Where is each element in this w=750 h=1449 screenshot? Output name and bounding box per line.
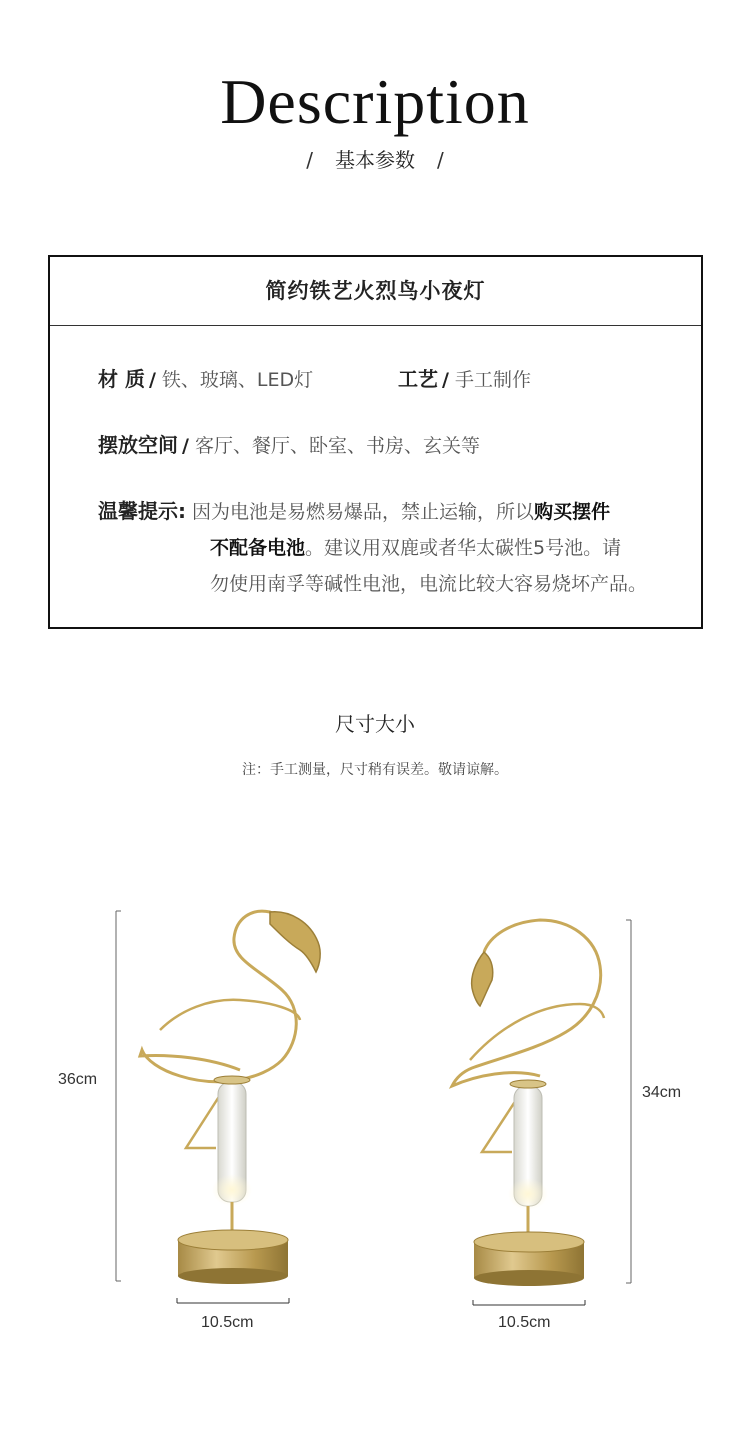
subtitle-slash-right: / [437,148,444,172]
space-row [98,429,480,458]
material-label: 材 质 [98,367,145,391]
tips-line2-bold: 不配备电池 [210,537,306,559]
right-flamingo-head [472,952,493,1006]
space-separator: / [182,435,189,457]
right-flamingo-lamp [452,920,631,1305]
material-separator: / [148,369,156,391]
right-width-label: 10.5cm [498,1314,551,1331]
sizes-title: 尺寸大小 [335,712,415,736]
tips-row-2 [210,533,621,560]
material-value: 铁、玻璃、LED灯 [161,369,314,391]
page-title: Description [220,66,530,137]
tips-row-3 [210,569,647,596]
craft-separator: / [442,369,449,391]
right-height-label: 34cm [642,1084,682,1101]
left-height-label: 36cm [58,1071,98,1088]
tips-label: 温馨提示: [98,499,186,523]
tips-line3: 勿使用南孚等碱性电池，电流比较大容易烧坏产品。 [210,573,648,595]
craft-row [398,363,531,392]
left-flamingo-head [270,912,320,972]
left-width-label: 10.5cm [201,1314,254,1331]
tips-line2-normal: 。建议用双鹿或者华太碳性5号池。请 [305,537,622,559]
tips-line1-bold: 购买摆件 [534,501,611,523]
craft-label: 工艺 [398,367,438,391]
craft-value: 手工制作 [454,369,531,391]
spec-box [48,255,703,629]
space-value: 客厅、餐厅、卧室、书房、玄关等 [194,435,480,457]
tips-row-1 [98,495,610,524]
material-row [98,363,313,392]
left-flamingo-lamp [116,911,320,1303]
left-flamingo-outline [140,911,305,1082]
page-subtitle [0,144,750,176]
product-name: 简约铁艺火烈鸟小夜灯 [50,257,701,326]
tips-line1-normal: 因为电池是易燃易爆品，禁止运输，所以 [192,501,535,523]
space-label: 摆放空间 [98,433,178,457]
sizes-note: 注：手工测量，尺寸稍有误差。敬请谅解。 [242,762,508,778]
subtitle-slash-left: / [306,148,313,172]
subtitle-text: 基本参数 [335,148,415,172]
product-size-figure [0,880,750,1360]
